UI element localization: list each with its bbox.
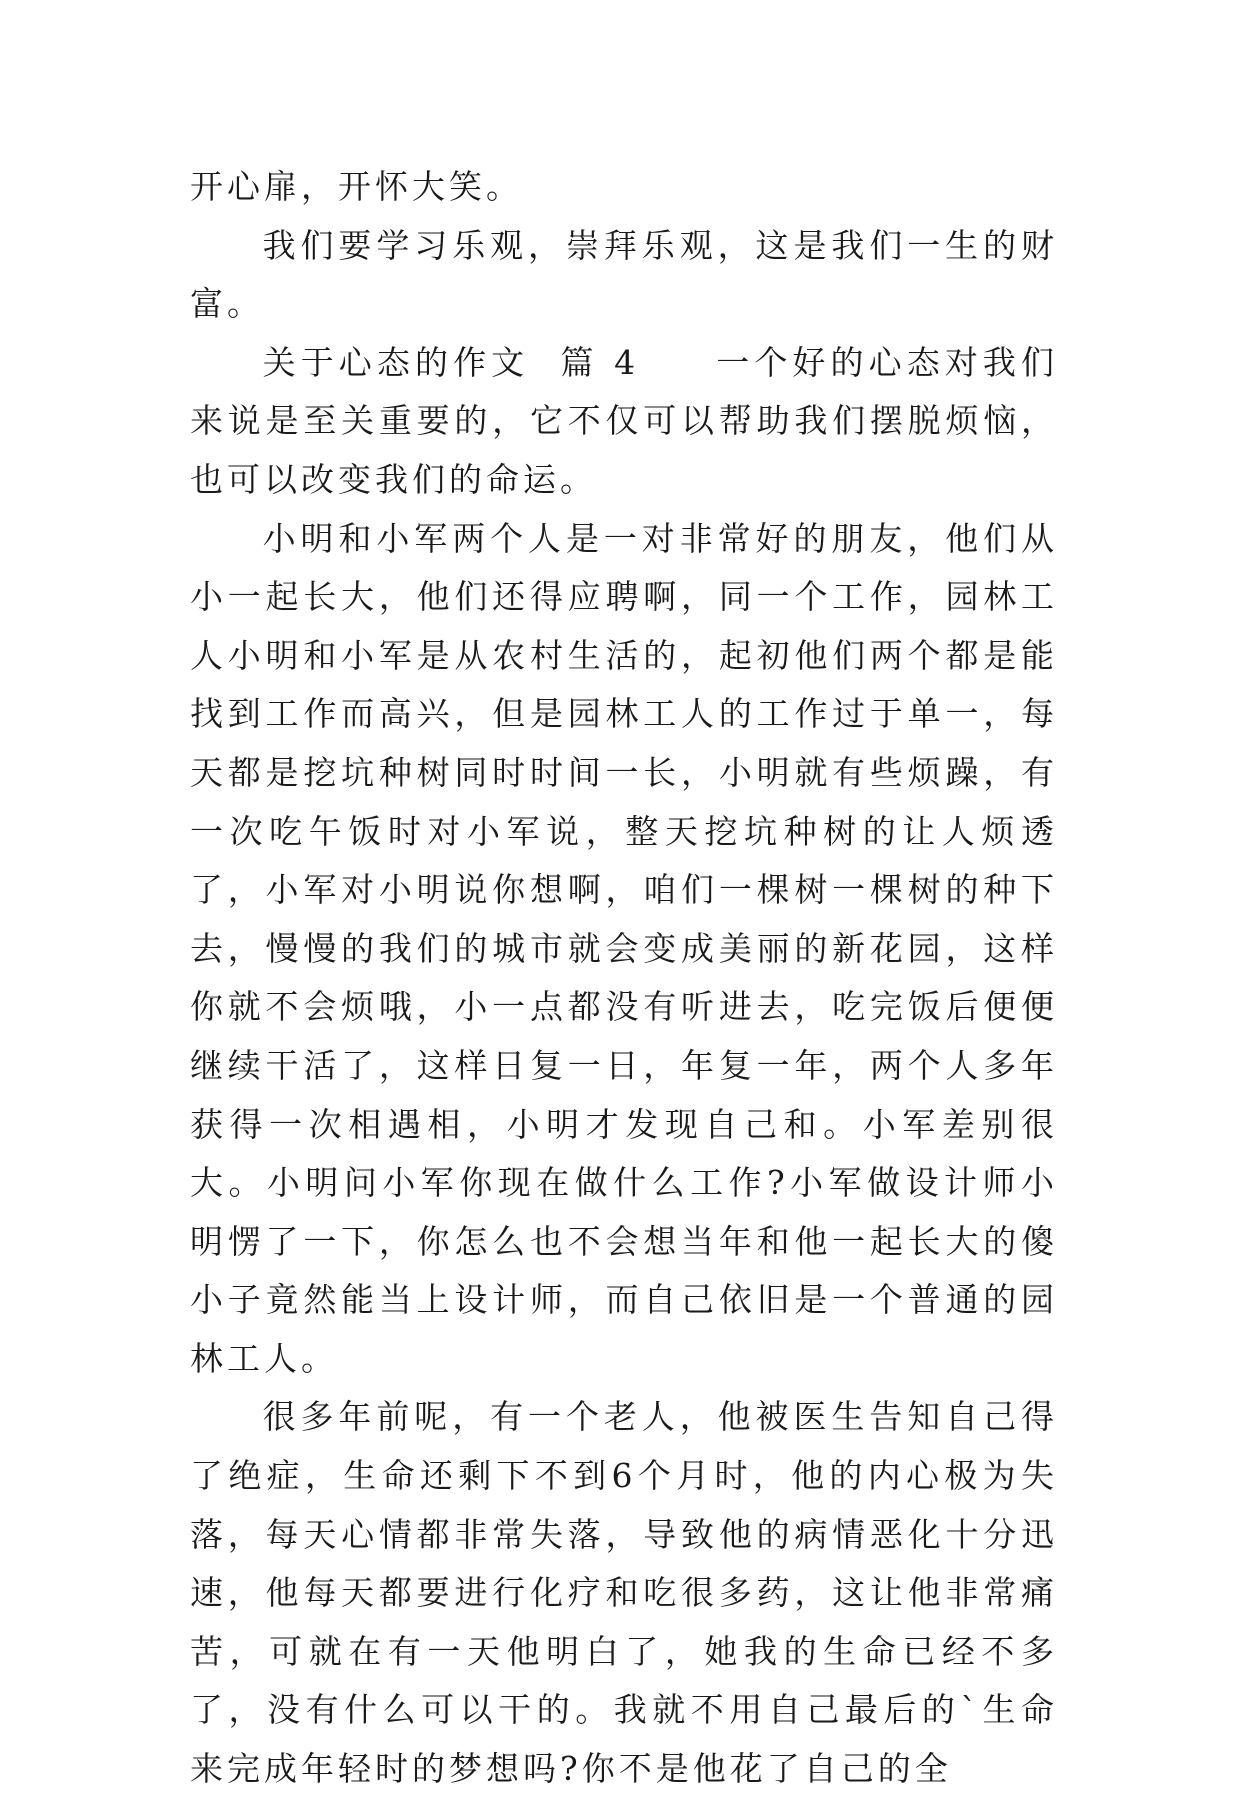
paragraph-5: 很多年前呢，有一个老人，他被医生告知自己得了绝症，生命还剩下不到6个月时，他的内心极为失落，每天心情都非常失落，导致他的病情恶化十分迅速，他每天都要进行化疗和吃很多药，这让他非常痛苦，可就在有一天他明白了，她我的生命已经不多了，没有什么可以干的。我就不用自己最后的`生命来完成年轻时的梦想吗?你不是他花了自己的全 (190, 1397, 1058, 1789)
section-title: 关于心态的作文 (262, 342, 530, 382)
paragraph-4: 小明和小军两个人是一对非常好的朋友，他们从小一起长大，他们还得应聘啊，同一个工作，园林工人小明和小军是从农村生活的，起初他们两个都是能找到工作而高兴，但是园林工人的工作过于单一，每天都是挖坑种树同时时间一长，小明就有些烦躁，有一次吃午饭时对小军说，整天挖坑种树的让人烦透了，小军对小明说你想啊，咱们一棵树一棵树的种下去，慢慢的我们的城市就会变成美丽的新花园，这样你就不会烦哦，小一点都没有听进去，吃完饭后便便继续干活了，这样日复一日，年复一年，两个人多年获得一次相遇相，小明才发现自己和。小军差别很大。小明问小军你现在做什么工作?小军做设计师小明愣了一下，你怎么也不会想当年和他一起长大的傻小子竟然能当上设计师，而自己依旧是一个普通的园林工人。 (190, 518, 1058, 1378)
section-heading-paragraph (190, 334, 1058, 510)
section-label: 篇 4 (560, 342, 640, 382)
document-body (190, 158, 1058, 1799)
paragraph-1: 开心扉，开怀大笑。 (190, 167, 523, 206)
paragraph-2: 我们要学习乐观，崇拜乐观，这是我们一生的财富。 (190, 225, 1058, 324)
section-intro-text: 一个好的心态对我们来说是至关重要的，它不仅可以帮助我们摆脱烦恼，也可以改变我们的命运。 (190, 342, 1059, 499)
